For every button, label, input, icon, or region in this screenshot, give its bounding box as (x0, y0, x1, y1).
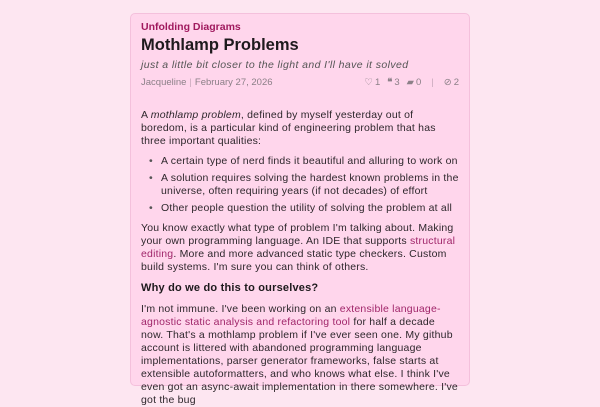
post-title: Mothlamp Problems (141, 36, 299, 54)
text: for half a decade now. That's a mothlamp problem if I've ever seen one. My github account is littered with abandoned programming language implementations, parser generator frameworks, false starts at extensible autoformatters, and who knows what else. I think I've even got an async-await implementation in there somewhere. I've got the bug (141, 316, 458, 406)
links-button[interactable] (444, 77, 459, 89)
text: I'm not immune. I've been working on an (141, 303, 340, 315)
paragraph (141, 222, 459, 274)
list-item: • A certain type of nerd finds it beautiful and alluring to work on (149, 155, 459, 168)
post-stats (364, 77, 459, 89)
link-icon: ⊘ (443, 77, 452, 88)
comment-icon: ▰ (406, 77, 414, 88)
publication-name[interactable]: Unfolding Diagrams (141, 21, 241, 33)
post-body (141, 109, 459, 407)
paragraph (141, 303, 459, 407)
divider: | (189, 77, 192, 88)
likes-button[interactable] (364, 77, 380, 89)
text: You know exactly what type of problem I'm talking about. Making your own programming language. An IDE that supports (141, 222, 454, 247)
text: , defined by myself yesterday out of boredom, is a particular kind of engineering problem that has three important qualities: (141, 109, 436, 147)
post-subtitle: just a little bit closer to the light and I'll have it solved (141, 59, 409, 71)
text: A (141, 109, 151, 121)
section-heading: Why do we do this to ourselves? (141, 282, 319, 294)
list-item: • A solution requires solving the hardest known problems in the universe, often requiring years (if not decades) of effort (149, 172, 459, 198)
quotes-button[interactable] (387, 77, 399, 89)
post-meta (141, 77, 459, 89)
qualities-list (141, 155, 459, 215)
list-item: • Other people question the utility of solving the problem at all (149, 202, 459, 215)
author-link[interactable]: Jacqueline (141, 77, 187, 88)
post-card (130, 13, 470, 406)
heart-icon: ♡ (364, 77, 373, 88)
analysis-tool-link[interactable]: extensible language-agnostic static analysis and refactoring tool (141, 303, 441, 328)
text: . More and more advanced static type checkers. Custom build systems. I'm sure you can think of others. (141, 248, 447, 273)
paragraph (141, 109, 459, 148)
post-date: February 27, 2026 (194, 77, 273, 88)
divider: | (431, 77, 434, 88)
quotes-count: 3 (394, 77, 400, 88)
structural-editing-link[interactable]: structural editing (141, 235, 456, 260)
emphasis: mothlamp problem (150, 109, 241, 121)
comments-button[interactable] (407, 77, 422, 89)
comments-count: 0 (415, 77, 422, 88)
quote-icon: ❝ (387, 77, 393, 88)
likes-count: 1 (374, 77, 381, 88)
links-count: 2 (453, 77, 459, 88)
